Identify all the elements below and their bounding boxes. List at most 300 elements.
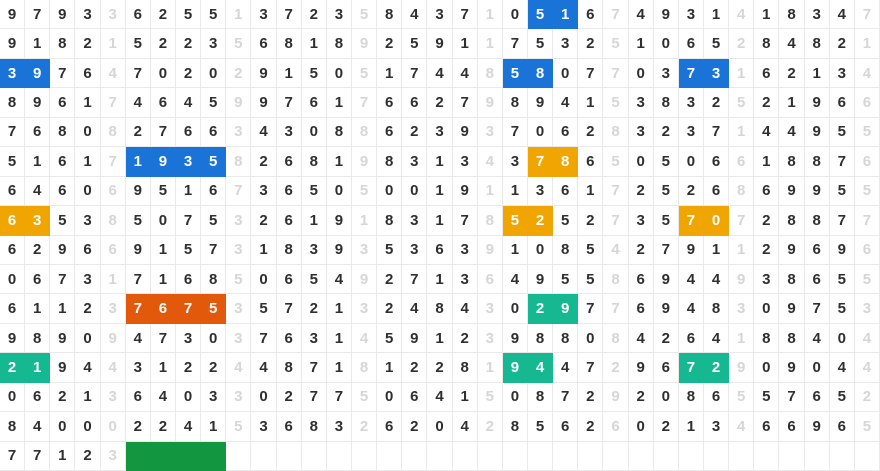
grid-cell[interactable]: 4 — [126, 324, 151, 353]
grid-cell[interactable]: 6 — [830, 88, 855, 117]
grid-cell[interactable]: 5 — [830, 294, 855, 323]
grid-cell[interactable]: 6 — [101, 177, 126, 206]
grid-cell[interactable]: 4 — [251, 353, 276, 382]
grid-cell[interactable]: 7 — [126, 294, 151, 323]
grid-cell[interactable]: 3 — [679, 88, 704, 117]
grid-cell[interactable]: 9 — [226, 88, 251, 117]
grid-cell[interactable]: 8 — [101, 118, 126, 147]
grid-cell[interactable]: 1 — [377, 59, 402, 88]
grid-cell[interactable]: 5 — [830, 118, 855, 147]
grid-cell[interactable]: 5 — [729, 383, 754, 412]
grid-cell[interactable]: 9 — [779, 236, 804, 265]
grid-cell[interactable]: 1 — [251, 236, 276, 265]
grid-cell[interactable]: 0 — [754, 294, 779, 323]
grid-cell[interactable]: 3 — [101, 442, 126, 471]
grid-cell[interactable]: 1 — [25, 29, 50, 58]
grid-cell[interactable]: 6 — [855, 236, 880, 265]
grid-cell[interactable]: 4 — [603, 236, 628, 265]
grid-cell[interactable]: 7 — [151, 324, 176, 353]
grid-cell[interactable]: 4 — [729, 412, 754, 441]
grid-cell[interactable]: 0 — [75, 118, 100, 147]
grid-cell[interactable]: 9 — [151, 147, 176, 176]
grid-cell[interactable]: 3 — [75, 265, 100, 294]
grid-cell[interactable]: 5 — [0, 147, 25, 176]
grid-cell[interactable]: 5 — [201, 294, 226, 323]
grid-cell[interactable]: 5 — [251, 294, 276, 323]
grid-cell[interactable]: 7 — [704, 118, 729, 147]
grid-cell[interactable]: 7 — [50, 265, 75, 294]
grid-cell[interactable]: 5 — [126, 206, 151, 235]
grid-cell[interactable]: 8 — [377, 206, 402, 235]
grid-cell[interactable]: 8 — [377, 0, 402, 29]
grid-cell[interactable]: 5 — [830, 265, 855, 294]
grid-cell[interactable]: 9 — [25, 59, 50, 88]
grid-cell[interactable]: 2 — [629, 383, 654, 412]
grid-cell[interactable]: 5 — [176, 0, 201, 29]
grid-cell[interactable] — [126, 442, 151, 471]
grid-cell[interactable]: 3 — [679, 0, 704, 29]
grid-cell[interactable]: 1 — [805, 59, 830, 88]
grid-cell[interactable]: 7 — [855, 0, 880, 29]
grid-cell[interactable]: 4 — [151, 383, 176, 412]
grid-cell[interactable]: 8 — [503, 88, 528, 117]
grid-cell[interactable]: 7 — [0, 442, 25, 471]
grid-cell[interactable]: 2 — [478, 412, 503, 441]
grid-cell[interactable] — [553, 442, 578, 471]
grid-cell[interactable]: 6 — [704, 383, 729, 412]
grid-cell[interactable]: 3 — [277, 118, 302, 147]
grid-cell[interactable]: 2 — [830, 29, 855, 58]
grid-cell[interactable]: 8 — [779, 265, 804, 294]
grid-cell[interactable]: 6 — [402, 88, 427, 117]
grid-cell[interactable]: 6 — [277, 412, 302, 441]
grid-cell[interactable]: 2 — [377, 29, 402, 58]
grid-cell[interactable]: 1 — [478, 0, 503, 29]
grid-cell[interactable]: 4 — [126, 88, 151, 117]
grid-cell[interactable]: 1 — [151, 265, 176, 294]
grid-cell[interactable]: 6 — [805, 383, 830, 412]
grid-cell[interactable]: 6 — [126, 383, 151, 412]
grid-cell[interactable]: 8 — [277, 236, 302, 265]
grid-cell[interactable] — [453, 442, 478, 471]
grid-cell[interactable]: 3 — [478, 294, 503, 323]
grid-cell[interactable]: 2 — [126, 412, 151, 441]
grid-cell[interactable]: 3 — [402, 147, 427, 176]
grid-cell[interactable]: 1 — [478, 353, 503, 382]
grid-cell[interactable]: 4 — [176, 88, 201, 117]
grid-cell[interactable]: 4 — [704, 265, 729, 294]
grid-cell[interactable]: 7 — [830, 147, 855, 176]
grid-cell[interactable]: 0 — [50, 412, 75, 441]
grid-cell[interactable]: 8 — [654, 88, 679, 117]
grid-cell[interactable]: 7 — [0, 118, 25, 147]
grid-cell[interactable]: 5 — [226, 265, 251, 294]
grid-cell[interactable]: 5 — [654, 206, 679, 235]
grid-cell[interactable]: 5 — [503, 206, 528, 235]
grid-cell[interactable]: 0 — [101, 412, 126, 441]
grid-cell[interactable] — [251, 442, 276, 471]
grid-cell[interactable]: 2 — [402, 353, 427, 382]
grid-cell[interactable]: 4 — [453, 412, 478, 441]
grid-cell[interactable]: 9 — [453, 118, 478, 147]
grid-cell[interactable]: 2 — [176, 353, 201, 382]
grid-cell[interactable]: 9 — [503, 353, 528, 382]
grid-cell[interactable]: 2 — [0, 353, 25, 382]
grid-cell[interactable]: 5 — [830, 383, 855, 412]
grid-cell[interactable]: 7 — [453, 206, 478, 235]
grid-cell[interactable]: 5 — [855, 118, 880, 147]
grid-cell[interactable] — [679, 442, 704, 471]
grid-cell[interactable]: 1 — [327, 294, 352, 323]
grid-cell[interactable]: 2 — [377, 265, 402, 294]
grid-cell[interactable]: 7 — [50, 59, 75, 88]
grid-cell[interactable]: 3 — [528, 177, 553, 206]
grid-cell[interactable] — [503, 442, 528, 471]
grid-cell[interactable]: 7 — [603, 206, 628, 235]
grid-cell[interactable]: 4 — [779, 29, 804, 58]
grid-cell[interactable]: 0 — [503, 294, 528, 323]
grid-cell[interactable]: 4 — [754, 118, 779, 147]
grid-cell[interactable]: 1 — [478, 177, 503, 206]
grid-cell[interactable]: 8 — [805, 206, 830, 235]
grid-cell[interactable]: 9 — [679, 236, 704, 265]
grid-cell[interactable]: 8 — [704, 294, 729, 323]
grid-cell[interactable]: 7 — [226, 177, 251, 206]
grid-cell[interactable]: 1 — [503, 236, 528, 265]
grid-cell[interactable]: 0 — [503, 0, 528, 29]
grid-cell[interactable]: 8 — [352, 118, 377, 147]
grid-cell[interactable]: 2 — [151, 412, 176, 441]
grid-cell[interactable]: 4 — [176, 412, 201, 441]
grid-cell[interactable]: 4 — [503, 265, 528, 294]
grid-cell[interactable]: 3 — [729, 294, 754, 323]
grid-cell[interactable]: 8 — [101, 206, 126, 235]
grid-cell[interactable]: 1 — [25, 353, 50, 382]
grid-cell[interactable]: 7 — [402, 265, 427, 294]
grid-cell[interactable]: 7 — [176, 294, 201, 323]
grid-cell[interactable]: 5 — [578, 236, 603, 265]
grid-cell[interactable]: 7 — [830, 206, 855, 235]
grid-cell[interactable]: 6 — [629, 265, 654, 294]
grid-cell[interactable]: 9 — [352, 265, 377, 294]
grid-cell[interactable]: 4 — [729, 0, 754, 29]
grid-cell[interactable]: 2 — [578, 383, 603, 412]
grid-cell[interactable]: 2 — [277, 383, 302, 412]
grid-cell[interactable]: 9 — [805, 118, 830, 147]
grid-cell[interactable]: 4 — [830, 353, 855, 382]
grid-cell[interactable]: 9 — [503, 324, 528, 353]
grid-cell[interactable]: 1 — [427, 147, 452, 176]
grid-cell[interactable]: 3 — [101, 294, 126, 323]
grid-cell[interactable]: 6 — [277, 177, 302, 206]
grid-cell[interactable] — [151, 442, 176, 471]
grid-cell[interactable]: 9 — [603, 383, 628, 412]
grid-cell[interactable]: 6 — [478, 265, 503, 294]
grid-cell[interactable]: 4 — [779, 118, 804, 147]
grid-cell[interactable]: 0 — [0, 383, 25, 412]
grid-cell[interactable]: 7 — [855, 206, 880, 235]
grid-cell[interactable]: 3 — [25, 206, 50, 235]
grid-cell[interactable]: 8 — [603, 324, 628, 353]
grid-cell[interactable]: 8 — [302, 147, 327, 176]
grid-cell[interactable] — [578, 442, 603, 471]
grid-cell[interactable]: 0 — [830, 324, 855, 353]
grid-cell[interactable]: 3 — [478, 118, 503, 147]
grid-cell[interactable]: 1 — [679, 412, 704, 441]
grid-cell[interactable]: 6 — [25, 118, 50, 147]
grid-cell[interactable]: 4 — [402, 0, 427, 29]
grid-cell[interactable]: 6 — [578, 147, 603, 176]
grid-cell[interactable]: 9 — [402, 324, 427, 353]
grid-cell[interactable]: 0 — [629, 59, 654, 88]
grid-cell[interactable]: 0 — [327, 177, 352, 206]
grid-cell[interactable]: 5 — [855, 177, 880, 206]
grid-cell[interactable]: 9 — [629, 353, 654, 382]
grid-cell[interactable]: 2 — [528, 294, 553, 323]
grid-cell[interactable] — [327, 442, 352, 471]
grid-cell[interactable]: 1 — [101, 29, 126, 58]
grid-cell[interactable]: 9 — [101, 324, 126, 353]
grid-cell[interactable]: 5 — [352, 383, 377, 412]
grid-cell[interactable]: 5 — [201, 88, 226, 117]
grid-cell[interactable]: 3 — [302, 236, 327, 265]
grid-cell[interactable]: 9 — [50, 324, 75, 353]
grid-cell[interactable]: 8 — [779, 206, 804, 235]
grid-cell[interactable]: 3 — [327, 0, 352, 29]
grid-cell[interactable]: 2 — [754, 206, 779, 235]
grid-cell[interactable]: 5 — [553, 265, 578, 294]
grid-cell[interactable]: 8 — [603, 265, 628, 294]
grid-cell[interactable]: 2 — [25, 236, 50, 265]
grid-cell[interactable]: 7 — [126, 59, 151, 88]
grid-cell[interactable]: 0 — [427, 412, 452, 441]
grid-cell[interactable]: 6 — [0, 177, 25, 206]
grid-cell[interactable]: 5 — [352, 59, 377, 88]
grid-cell[interactable]: 5 — [302, 59, 327, 88]
grid-cell[interactable]: 7 — [251, 324, 276, 353]
grid-cell[interactable]: 8 — [528, 383, 553, 412]
grid-cell[interactable]: 6 — [101, 236, 126, 265]
grid-cell[interactable]: 6 — [553, 177, 578, 206]
grid-cell[interactable]: 6 — [176, 265, 201, 294]
grid-cell[interactable]: 2 — [704, 88, 729, 117]
grid-cell[interactable]: 4 — [75, 353, 100, 382]
grid-cell[interactable]: 9 — [50, 0, 75, 29]
grid-cell[interactable]: 9 — [25, 88, 50, 117]
grid-cell[interactable]: 4 — [528, 353, 553, 382]
grid-cell[interactable]: 6 — [629, 294, 654, 323]
grid-cell[interactable]: 0 — [629, 412, 654, 441]
grid-cell[interactable]: 4 — [679, 265, 704, 294]
grid-cell[interactable]: 9 — [50, 353, 75, 382]
grid-cell[interactable]: 2 — [453, 324, 478, 353]
grid-cell[interactable]: 2 — [251, 206, 276, 235]
grid-cell[interactable]: 2 — [151, 29, 176, 58]
grid-cell[interactable]: 5 — [302, 265, 327, 294]
grid-cell[interactable]: 0 — [151, 59, 176, 88]
grid-cell[interactable]: 4 — [352, 324, 377, 353]
grid-cell[interactable]: 9 — [327, 236, 352, 265]
grid-cell[interactable]: 3 — [754, 265, 779, 294]
grid-cell[interactable]: 1 — [478, 29, 503, 58]
grid-cell[interactable]: 7 — [101, 147, 126, 176]
grid-cell[interactable]: 2 — [377, 294, 402, 323]
grid-cell[interactable]: 7 — [327, 383, 352, 412]
grid-cell[interactable]: 6 — [277, 324, 302, 353]
grid-cell[interactable]: 3 — [251, 0, 276, 29]
grid-cell[interactable]: 7 — [302, 383, 327, 412]
grid-cell[interactable]: 8 — [528, 59, 553, 88]
grid-cell[interactable]: 2 — [578, 412, 603, 441]
grid-cell[interactable]: 0 — [503, 383, 528, 412]
grid-cell[interactable]: 1 — [201, 412, 226, 441]
grid-cell[interactable]: 4 — [25, 412, 50, 441]
grid-cell[interactable]: 6 — [0, 236, 25, 265]
grid-cell[interactable]: 6 — [729, 147, 754, 176]
grid-cell[interactable]: 1 — [453, 29, 478, 58]
grid-cell[interactable]: 1 — [503, 177, 528, 206]
grid-cell[interactable] — [302, 442, 327, 471]
grid-cell[interactable]: 8 — [805, 147, 830, 176]
grid-cell[interactable]: 4 — [830, 0, 855, 29]
grid-cell[interactable]: 5 — [352, 0, 377, 29]
grid-cell[interactable]: 1 — [176, 177, 201, 206]
grid-cell[interactable]: 8 — [50, 29, 75, 58]
grid-cell[interactable]: 5 — [729, 88, 754, 117]
grid-cell[interactable]: 9 — [779, 177, 804, 206]
grid-cell[interactable]: 8 — [0, 412, 25, 441]
grid-cell[interactable]: 6 — [377, 118, 402, 147]
grid-cell[interactable]: 3 — [101, 383, 126, 412]
grid-cell[interactable]: 1 — [729, 324, 754, 353]
grid-cell[interactable]: 1 — [578, 177, 603, 206]
grid-cell[interactable]: 5 — [754, 383, 779, 412]
grid-cell[interactable]: 3 — [251, 412, 276, 441]
grid-cell[interactable]: 8 — [553, 236, 578, 265]
grid-cell[interactable]: 3 — [478, 324, 503, 353]
grid-cell[interactable]: 2 — [855, 383, 880, 412]
grid-cell[interactable]: 1 — [277, 59, 302, 88]
grid-cell[interactable]: 5 — [201, 147, 226, 176]
grid-cell[interactable]: 2 — [126, 118, 151, 147]
grid-cell[interactable]: 1 — [75, 383, 100, 412]
grid-cell[interactable]: 0 — [754, 353, 779, 382]
grid-cell[interactable]: 1 — [855, 29, 880, 58]
grid-cell[interactable]: 0 — [629, 147, 654, 176]
grid-cell[interactable]: 5 — [528, 412, 553, 441]
grid-cell[interactable]: 9 — [50, 236, 75, 265]
grid-cell[interactable]: 9 — [729, 353, 754, 382]
grid-cell[interactable]: 2 — [302, 294, 327, 323]
grid-cell[interactable]: 8 — [754, 324, 779, 353]
grid-cell[interactable]: 4 — [478, 147, 503, 176]
grid-cell[interactable]: 8 — [503, 412, 528, 441]
grid-cell[interactable] — [277, 442, 302, 471]
grid-cell[interactable] — [779, 442, 804, 471]
grid-cell[interactable]: 8 — [277, 353, 302, 382]
grid-cell[interactable]: 1 — [226, 0, 251, 29]
grid-cell[interactable]: 8 — [453, 353, 478, 382]
grid-cell[interactable]: 0 — [377, 177, 402, 206]
grid-cell[interactable]: 1 — [75, 147, 100, 176]
grid-cell[interactable]: 2 — [176, 29, 201, 58]
grid-cell[interactable] — [226, 442, 251, 471]
grid-cell[interactable]: 6 — [805, 236, 830, 265]
grid-cell[interactable]: 8 — [352, 353, 377, 382]
grid-cell[interactable]: 1 — [578, 88, 603, 117]
grid-cell[interactable]: 1 — [729, 236, 754, 265]
grid-cell[interactable]: 8 — [226, 147, 251, 176]
grid-cell[interactable]: 4 — [629, 324, 654, 353]
grid-cell[interactable]: 6 — [25, 383, 50, 412]
grid-cell[interactable]: 3 — [352, 236, 377, 265]
grid-cell[interactable]: 1 — [629, 29, 654, 58]
grid-cell[interactable]: 9 — [729, 265, 754, 294]
grid-cell[interactable]: 7 — [603, 59, 628, 88]
grid-cell[interactable]: 8 — [528, 324, 553, 353]
grid-cell[interactable]: 6 — [553, 118, 578, 147]
grid-cell[interactable]: 1 — [327, 147, 352, 176]
grid-cell[interactable]: 3 — [704, 59, 729, 88]
grid-cell[interactable]: 7 — [277, 0, 302, 29]
grid-cell[interactable]: 5 — [654, 147, 679, 176]
grid-cell[interactable]: 2 — [654, 412, 679, 441]
grid-cell[interactable]: 2 — [251, 147, 276, 176]
grid-cell[interactable]: 0 — [654, 383, 679, 412]
grid-cell[interactable] — [855, 442, 880, 471]
grid-cell[interactable]: 4 — [855, 59, 880, 88]
grid-cell[interactable] — [603, 442, 628, 471]
grid-cell[interactable] — [704, 442, 729, 471]
grid-cell[interactable]: 6 — [704, 147, 729, 176]
grid-cell[interactable]: 3 — [427, 0, 452, 29]
grid-cell[interactable]: 8 — [779, 0, 804, 29]
grid-cell[interactable]: 0 — [302, 118, 327, 147]
grid-cell[interactable]: 8 — [377, 147, 402, 176]
grid-cell[interactable] — [176, 442, 201, 471]
grid-cell[interactable]: 4 — [805, 324, 830, 353]
grid-cell[interactable]: 7 — [578, 59, 603, 88]
grid-cell[interactable]: 8 — [427, 294, 452, 323]
grid-cell[interactable]: 2 — [754, 236, 779, 265]
grid-cell[interactable]: 8 — [0, 88, 25, 117]
grid-cell[interactable]: 7 — [679, 59, 704, 88]
grid-cell[interactable]: 1 — [50, 294, 75, 323]
grid-cell[interactable]: 4 — [704, 324, 729, 353]
grid-cell[interactable]: 2 — [176, 59, 201, 88]
grid-cell[interactable]: 0 — [578, 324, 603, 353]
grid-cell[interactable]: 9 — [478, 88, 503, 117]
grid-cell[interactable]: 6 — [830, 412, 855, 441]
grid-cell[interactable]: 6 — [251, 29, 276, 58]
grid-cell[interactable]: 9 — [352, 147, 377, 176]
grid-cell[interactable]: 1 — [302, 29, 327, 58]
grid-cell[interactable]: 5 — [402, 29, 427, 58]
grid-cell[interactable]: 2 — [629, 236, 654, 265]
grid-cell[interactable]: 7 — [528, 147, 553, 176]
grid-cell[interactable]: 7 — [25, 442, 50, 471]
grid-cell[interactable]: 2 — [654, 324, 679, 353]
grid-cell[interactable]: 1 — [327, 324, 352, 353]
grid-cell[interactable]: 3 — [201, 383, 226, 412]
grid-cell[interactable]: 6 — [25, 265, 50, 294]
grid-cell[interactable]: 7 — [679, 206, 704, 235]
grid-cell[interactable]: 0 — [251, 383, 276, 412]
grid-cell[interactable]: 6 — [603, 412, 628, 441]
grid-cell[interactable]: 9 — [805, 412, 830, 441]
grid-cell[interactable]: 0 — [75, 177, 100, 206]
grid-cell[interactable]: 6 — [75, 59, 100, 88]
